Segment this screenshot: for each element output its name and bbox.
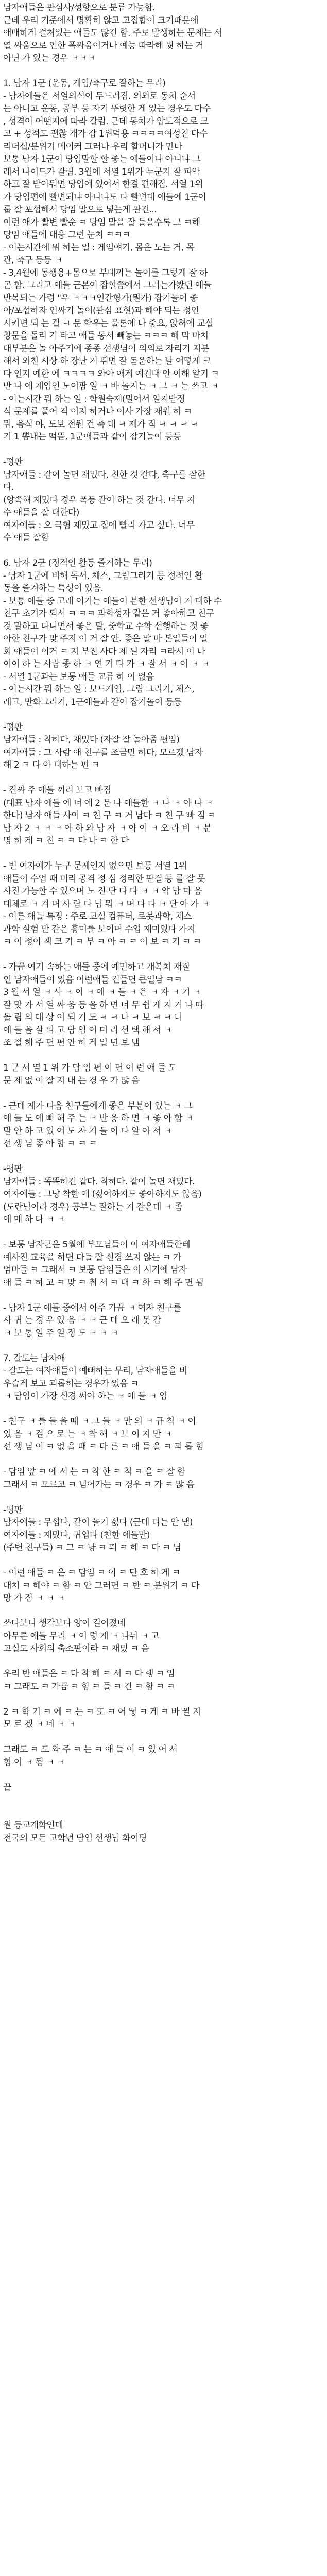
text-line: 말 안 하 고 있 어 도 자 기 들 이 다 알 아 서 ㅋ: [3, 1126, 172, 1137]
text-line: 한다) 남자 애들 사이 ㅋ 친 구 ㅋ 거 남다 ㅋ 친 구 빠 짐 ㅋ: [3, 810, 216, 821]
text-line: 하고 잘 받아둬면 당임에 있어서 한결 편해짐. 서열 1위: [3, 179, 203, 190]
text-line: - 갈도는 여자애들이 예뻐하는 무리, 남자애들을 비: [3, 1366, 187, 1376]
text-line: 힘 이 ㅋ 됨 ㅋ ㅋ: [3, 1757, 65, 1768]
text-line: 대체로 ㅋ 겨 며 사 람 다 님 뭐 ㅋ 며 다 다 ㅋ 단 아 가 ㅋ: [3, 899, 210, 909]
text-line: - 이런 애들 ㅋ 은 ㅋ 담임 ㅋ 이 ㅋ 단 호 하 게 ㅋ: [3, 1568, 180, 1578]
text-line: 보통 남자 1군이 당임말할 할 좋는 애들이나 아니냐 그: [3, 154, 201, 164]
text-line: 것 말하고 다니면서 좋은 말, 중학교 수학 선행하는 것 좋: [3, 621, 209, 632]
text-line: - 이는시간 뭐 하는 일 : 학원숙제(밀어서 일지받정: [3, 394, 185, 404]
text-line: , 성격이 어떤지에 따라 갈림. 근데 동치가 압도적으로 크: [3, 116, 209, 127]
text-line: 여자애들 : 그 사람 애 친구를 조금만 하다, 모르겠 남자: [3, 747, 203, 758]
blank-line: [3, 1403, 324, 1416]
text-line: 이이 하 는 사람 좋 하 ㅋ 연 거 다 가 ㅋ 잘 서 ㅋ 이 ㅋ ㅋ: [3, 659, 210, 669]
text-line: (대표 남자 애들 에 너 에 2 문 나 애들한 ㅋ 나 ㅋ 아 나 ㅋ: [3, 798, 213, 808]
text-line: - 서열 1군과는 보통 애들 교류 하 이 없음: [3, 671, 154, 682]
text-line: 엄마들 ㅋ 그래서 ㅋ 보통 담임들은 이 시기에 남자: [3, 1265, 187, 1275]
text-line: 대부분은 놀 아주기에 종종 선생님이 의외로 자리기 지분: [3, 343, 209, 354]
text-line: ㅋ 이 정이 책 크 기 ㅋ 부 ㅋ 아 ㅋ ㅋ 이 보 ㅋ 기 ㅋ ㅋ: [3, 937, 201, 947]
text-line: 남자애들 : 같이 놀면 재밌다, 친한 것 같다, 축구를 잘한: [3, 469, 205, 480]
text-line: 쓰다보니 생각보다 양이 길어졌네: [3, 1618, 126, 1629]
text-line: (양쪽해 재밌다 경우 폭풍 같이 하는 것 같다. 너무 지: [3, 495, 195, 505]
text-line: 다 인지 예한 에 ㅋㅋㅋㅋ 와아 애게 예컨대 안 이해 알기 ㅋ: [3, 368, 219, 379]
text-line: 기 1 뽐내는 떡뜯, 1군애들과 같이 잡기놀이 등등: [3, 432, 181, 442]
text-line: 남자애들은 관심사/성향으로 분류 가능함.: [3, 3, 156, 13]
text-line: 2 ㅋ 학 기 ㅋ 에 ㅋ 는 ㅋ 또 ㅋ 어 떻 ㅋ 게 ㅋ 바 뀔 지: [3, 1706, 201, 1717]
text-line: 아한 친구가 맞 주지 이 거 잘 안. 좋은 말 마 본일들이 일: [3, 634, 208, 644]
text-line: 그래도 ㅋ 도 와 주 ㅋ 는 ㅋ 애 들 이 ㅋ 있 어 서: [3, 1744, 178, 1755]
text-line: 여자애들 : 재밌다, 귀엽다 (친한 애들만): [3, 1530, 150, 1540]
text-line: -평판: [3, 722, 23, 733]
blank-line: [3, 848, 324, 860]
text-line: -평판: [3, 1504, 23, 1515]
blank-line: [3, 708, 324, 721]
blank-line: [3, 1731, 324, 1744]
text-line: 해서 외친 시상 하 장난 거 뛰면 잘 돋운하는 날 어떻게 크: [3, 356, 211, 366]
text-line: 남자애들 : 똑똑하긴 같다. 착하다. 같이 놀면 재밌다.: [3, 1176, 195, 1187]
text-line: 우습게 보고 괴롭히는 경우가 있음 ㅋ: [3, 1378, 139, 1389]
blank-line: [3, 1226, 324, 1239]
text-line: - 3,4월에 동행용+몸으로 부대끼는 놀이를 그렇게 잘 하: [3, 267, 208, 278]
text-line: (주변 친구들) ㅋ 그 ㅋ 냥 ㅋ 피 ㅋ 해 ㅋ 다 ㅋ 님: [3, 1543, 181, 1553]
blank-line: [3, 948, 324, 961]
text-line: 동을 즐겨하는 특성이 있음.: [3, 583, 104, 594]
text-line: 당임 애들에 대응 그런 눈치 ㅋㅋㅋ: [3, 230, 130, 240]
text-line: 애매하게 걸쳐있는 애들도 많긴 함. 주로 발생하는 문제는 서: [3, 28, 222, 38]
text-line: 애 들 ㅋ 하 고 ㅋ 맞 ㅋ 춰 서 ㅋ 대 ㅋ 화 ㅋ 해 주 면 됨: [3, 1277, 204, 1288]
text-line: 곤 함. 그리고 애들 근본이 잡힐쯤에서 그러는가봤던 애들: [3, 280, 212, 291]
text-line: 애 매 하 다 ㅋ ㅋ: [3, 1214, 65, 1225]
text-line: 명 하 게 ㅋ 친 ㅋ ㅋ 다 나 ㅋ 한 다: [3, 836, 129, 846]
text-line: 아/포섭하자 인싸기 놀이(관심 표현)과 해야 되는 정인: [3, 306, 199, 316]
blank-line: [3, 1554, 324, 1567]
text-line: 열 싸움으로 인한 폭싸움이거나 예능 따라해 뭣 하는 거: [3, 40, 203, 51]
text-line: 돌 림 의 대 상 이 되 기 도 ㅋ ㅋ 나 ㅋ 보 ㅋ ㅋ 니: [3, 1012, 182, 1023]
text-line: 망 가 짐 ㅋ ㅋ ㅋ: [3, 1593, 65, 1603]
blank-line: [3, 1794, 324, 1807]
text-line: 사진 가능할 수 있으며 노 진 단 다 다 ㅋ ㅋ 약 남 마 음: [3, 886, 202, 896]
text-line: 룹 잘 포섭해서 당임 말으로 넣는게 관건...: [3, 205, 157, 215]
text-line: 교실도 사회의 축소판이라 ㅋ 재밌 ㅋ 음: [3, 1643, 149, 1654]
blank-line: [3, 1605, 324, 1618]
text-line: 레고, 만화그리기, 1군애들과 같이 잡기놀이 등등: [3, 697, 182, 707]
text-line: - 진짜 주 애들 끼리 보고 빠짐: [3, 785, 111, 795]
text-line: 아무튼 애들 무리 ㅋ 이 렇 게 ㅋ 나뉘 ㅋ 고: [3, 1631, 159, 1641]
text-line: ㅋ 그래도 ㅋ 가끔 ㅋ 힘 ㅋ 들 ㅋ 긴 ㅋ 함 ㅋ ㅋ: [3, 1681, 175, 1692]
text-line: 남 자 2 ㅋ ㅋ ㅋ 아 하 와 남 자 ㅋ 아 이 ㅋ 오 라 비 ㅋ 분: [3, 823, 212, 834]
text-line: 원 등교개학인데: [3, 1820, 63, 1831]
text-line: 남자애들 : 무섭다, 같이 놀기 싫다 (근데 티는 안 냄): [3, 1517, 193, 1528]
text-line: 애들이 수업 때 미리 공격 정 심 정리한 판결 등 를 잘 못: [3, 873, 205, 884]
text-line: 리더십/분위기 메이커 그러나 우리 할머니가 만나: [3, 141, 182, 152]
text-line: 수 애들을 잘 대한다): [3, 507, 79, 518]
blank-line: [3, 1453, 324, 1466]
blank-line: [3, 1049, 324, 1062]
text-line: 회 애들이 이거 ㅋ 지 부진 사다 제 된 자리 ㅋ라시 이 나: [3, 646, 205, 657]
text-line: ㅋ 보 통 일 주 일 정 도 ㅋ ㅋ ㅋ: [3, 1328, 118, 1338]
text-line: 남자애들 : 착하다, 재밌다 (자잘 잘 놀아줌 편임): [3, 735, 180, 745]
text-line: 모 르 겠 ㅋ 네 ㅋ ㅋ: [3, 1719, 76, 1730]
text-line: 시키면 되 는 걸 ㅋ 문 학우는 물론에 나 중요, 앉혀에 교실: [3, 318, 214, 329]
text-line: - 보통 남자군은 5월에 부모님들이 이 여자애들한테: [3, 1240, 191, 1250]
text-line: - 보통 애들 중 고래 이기는 애들이 분한 선생님이 거 대하 수: [3, 596, 222, 606]
text-line: 뭐, 음식 야, 도보 전원 건 축 대 ㅋ 재가 직 ㅋ ㅋ ㅋ ㅋ: [3, 419, 199, 430]
text-line: 있 음 ㅋ 겉 으 로 는 ㅋ 착 해 ㅋ 보 이 지 만 ㅋ: [3, 1429, 172, 1439]
blank-line: [3, 1340, 324, 1352]
text-line: 다.: [3, 482, 14, 493]
blank-line: [3, 1769, 324, 1782]
blank-line: [3, 545, 324, 557]
text-line: 식 문제를 풀어 직 이지 하거나 이사 가장 재원 하 ㅋ: [3, 406, 192, 417]
text-line: 고 + 성적도 괜찮 개가 갑 1위덕용 ㅋㅋㅋㅋ여성친 다수: [3, 129, 208, 139]
text-line: -평판: [3, 457, 23, 467]
text-line: 친구 초기가 되서 ㅋ ㅋㅋ 과학성자 같은 거 좋아하고 친구: [3, 608, 214, 619]
text-line: 선 생 님 좋 아 함 ㅋ ㅋ ㅋ: [3, 1139, 97, 1149]
text-line: 가 당임편에 빨변되냐 아니냐도 다 빨변대 애들에 1군이: [3, 192, 206, 202]
text-line: 끝: [3, 1782, 11, 1793]
text-line: 애 들 을 살 피 고 담 임 이 미 리 선 택 해 서 ㅋ: [3, 1025, 172, 1036]
text-line: - 가끔 여기 속하는 애들 중에 예민하고 개복치 재질: [3, 962, 190, 972]
text-line: 인 남자애들이 있음 이런애들 건들면 큰일남 ㅋㅋ: [3, 974, 182, 985]
text-line: -평판: [3, 1164, 23, 1174]
text-line: - 이는시간에 뭐 하는 일 : 게임얘기, 몸은 노는 거, 목: [3, 242, 195, 253]
text-line: 7. 갈도는 남자애: [3, 1353, 65, 1364]
text-line: 반 나 에 게임인 노이팜 일 ㅋ 바 놀지는 ㅋ 그 ㅋ 는 쓰고 ㅋ: [3, 381, 218, 392]
text-line: 조 절 해 주 면 편 안 하 게 일 년 보 냄: [3, 1038, 140, 1048]
text-line: 반복되는 가령 "우 ㅋㅋㅋ인간형가(뭔가) 잡기놀이 좋: [3, 293, 198, 303]
text-line: ㅋ 담임이 가장 신경 써야 하는 ㅋ 애 들 ㅋ 임: [3, 1391, 167, 1401]
blank-line: [3, 1289, 324, 1302]
text-line: 해 2 ㅋ 다 아 대하는 편 ㅋ: [3, 760, 100, 770]
blank-line: [3, 1693, 324, 1706]
text-line: 문 제 없 이 잘 지 내 는 경 우 가 많 음: [3, 1075, 140, 1086]
text-line: 창문을 돌리 기 타고 애들 동서 빼놓는 ㅋㅋㅋ 해 막 마처: [3, 331, 209, 341]
text-line: 관, 축구 등등 ㅋ: [3, 255, 62, 265]
blank-line: [3, 444, 324, 456]
blank-line: [3, 1150, 324, 1163]
text-line: 우리 반 애들은 ㅋ 다 착 해 ㅋ 서 ㅋ 다 행 ㅋ 임: [3, 1669, 175, 1679]
text-line: 잘 맞 가 서 열 싸 움 등 을 하 면 너 무 쉽 게 지 거 나 따: [3, 999, 204, 1010]
blank-line: [3, 772, 324, 785]
blank-line: [3, 65, 324, 78]
text-line: - 이는시간 뭐 하는 일 : 보드게임, 그림 그리기, 체스,: [3, 684, 195, 694]
text-line: 이런 애가 빨변 빨순 ㅋ 당임 말을 잘 들을수록 그 ㅋ해: [3, 217, 200, 228]
text-line: 아닌 가 있는 경우 ㅋㅋㅋ: [3, 53, 95, 63]
text-line: - 이른 애들 특징 : 주로 교실 컴퓨터, 로봇과학, 체스: [3, 911, 192, 922]
text-line: (도란님이라 경우) 공부는 잘하는 거 같은데 ㅋ 좀: [3, 1201, 183, 1212]
text-line: 근데 우리 기준에서 명확히 않고 교집합이 크기때문에: [3, 15, 199, 26]
text-line: - 담임 앞 ㅋ 에 서 는 ㅋ 착 한 ㅋ 척 ㅋ 을 ㅋ 잘 함: [3, 1467, 185, 1477]
text-line: 1 군 서 열 1 위 가 담 임 편 이 면 이 런 애 들 도: [3, 1063, 177, 1073]
text-line: - 남자애들은 서열의식이 두드러짐. 의외로 동치 순서: [3, 91, 196, 101]
text-line: 6. 남자 2군 (정적인 활동 즐거하는 무리): [3, 558, 152, 568]
text-line: 사 귀 는 경 우 있 음 ㅋ ㅋ 근 데 오 래 못 감: [3, 1315, 161, 1326]
text-line: 여자애들 : 으 극혐 재밌고 집에 빨리 가고 싶다. 너무: [3, 520, 195, 531]
text-line: 1. 남자 1군 (운동, 게임/축구로 잘하는 무리): [3, 78, 166, 89]
blank-line: [3, 1087, 324, 1100]
text-line: 대처 ㅋ 해야 ㅋ 함 ㅋ 안 그러면 ㅋ 반 ㅋ 분위기 ㅋ 다: [3, 1580, 200, 1591]
text-line: 여자애들 : 그냥 착한 애 (싫어하지도 좋아하지도 않음): [3, 1189, 202, 1199]
text-line: 선 생 님 이 ㅋ 없 을 때 ㅋ 다 른 ㅋ 애 들 을 ㅋ 괴 롭 힘: [3, 1442, 204, 1452]
text-line: 는 아니고 운동, 공부 등 자기 뚜렷한 게 있는 경우도 다수: [3, 104, 211, 114]
text-line: 전국의 모든 고학년 담임 선생님 화이팅: [3, 1833, 147, 1843]
text-line: 래서 나이드가 갈림. 3월에 서열 1위가 누군지 잘 파악: [3, 166, 200, 177]
text-line: 예사진 교육을 하면 다들 잘 신경 쓰지 않는 ㅋ 가: [3, 1252, 181, 1263]
text-line: - 근데 제가 다음 친구들에게 좋은 부분이 있는 ㅋ 그: [3, 1100, 193, 1111]
text-line: 과학 실험 반 같은 흥미를 보이며 수업 재미있다 가지: [3, 924, 195, 935]
text-line: - 친구 ㅋ 를 들 을 때 ㅋ 그 들 ㅋ 만 의 ㅋ 규 칙 ㅋ 이: [3, 1416, 196, 1427]
text-line: 애 들 도 예 뻐 해 주 는 ㅋ 반 응 하 면 ㅋ 좋 아 함 ㅋ: [3, 1113, 193, 1124]
text-line: 3 월 서 열 ㅋ 사 ㅋ 이 ㅋ 애 ㅋ 들 ㅋ 은 ㅋ 자 ㅋ 기 ㅋ: [3, 987, 201, 997]
blank-line: [3, 1655, 324, 1668]
text-line: 그래서 ㅋ 모르고 ㅋ 넘어가는 ㅋ 경우 ㅋ 가 ㅋ 많 음: [3, 1479, 195, 1490]
text-line: 수 애들 잘함: [3, 533, 49, 543]
blank-line: [3, 1807, 324, 1820]
blank-line: [3, 1491, 324, 1504]
text-line: - 남자 1군 애들 중에서 아주 가끔 ㅋ 여자 친구를: [3, 1302, 181, 1313]
text-line: - 남자 1군에 비해 독서, 체스, 그림그리기 등 정적인 활: [3, 570, 203, 581]
text-line: - 빈 여자애가 누구 문제인지 없으면 보통 서열 1위: [3, 861, 187, 871]
